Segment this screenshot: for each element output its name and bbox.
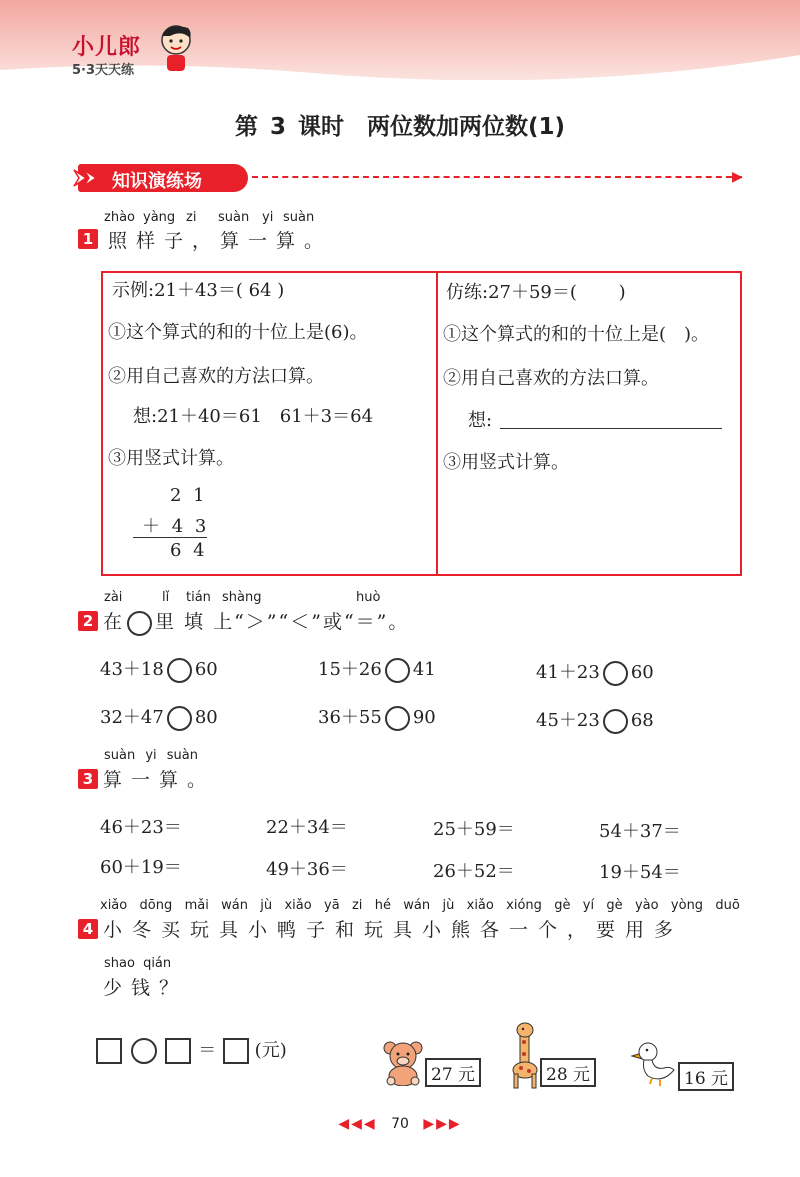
pinyin: lǐ (162, 590, 170, 605)
compare-item: 45＋23 68 (536, 706, 654, 734)
practice-step-2: ②用自己喜欢的方法口算。 (443, 368, 659, 389)
question-text (103, 607, 409, 636)
prev-page-arrows-icon: ◀◀◀ (338, 1116, 377, 1132)
answer-box[interactable] (96, 1038, 122, 1064)
calc-item[interactable]: 22＋34＝ (266, 817, 348, 838)
example-divider (436, 271, 438, 576)
brand-name: 小儿郎 (72, 35, 142, 60)
pinyin: yā (324, 898, 340, 913)
lesson-title: 第 3 课时 两位数加两位数(1) (234, 114, 566, 140)
page-footer (0, 1116, 800, 1132)
pinyin: shàng (222, 590, 262, 605)
pinyin: suàn (218, 210, 250, 225)
compare-circle[interactable] (385, 658, 410, 683)
vertical-sum: 6 4 (170, 540, 208, 561)
pinyin-row (100, 898, 740, 913)
question-number: 1 (78, 229, 98, 249)
pinyin: yí (582, 898, 595, 913)
pinyin: gè (554, 898, 571, 913)
pinyin: tián (186, 590, 211, 605)
example-step-3: ③用竖式计算。 (108, 448, 234, 469)
pinyin: yàng (143, 210, 176, 225)
section-divider (252, 176, 742, 178)
question-text-cont: 少钱？ (103, 977, 188, 999)
compare-item: 15＋26 41 (318, 655, 436, 683)
pinyin: yi (262, 210, 274, 225)
pinyin: yòng (670, 898, 704, 913)
question-text-part: 在 (103, 611, 125, 633)
giraffe-icon (508, 1020, 542, 1090)
question-text: 小冬买玩具小鸭子和玩具小熊各一个，要用多 (103, 919, 684, 941)
pinyin: xiǎo (284, 898, 312, 913)
next-page-arrows-icon: ▶▶▶ (423, 1116, 462, 1132)
mascot-boy-icon (158, 22, 194, 74)
pinyin: zài (104, 590, 123, 605)
question-text: 照样子，算一算。 (108, 230, 333, 252)
compare-item: 43＋18 60 (100, 655, 218, 683)
calc-item[interactable]: 60＋19＝ (100, 857, 182, 878)
pinyin: duō (715, 898, 740, 913)
calc-item[interactable]: 46＋23＝ (100, 817, 182, 838)
section-divider-arrow-icon: ▶ (732, 169, 743, 185)
answer-unit: (元) (254, 1040, 287, 1061)
question-text: 算一算。 (103, 769, 216, 791)
pinyin: dōng (139, 898, 173, 913)
pinyin: wán (221, 898, 248, 913)
pinyin: jù (260, 898, 273, 913)
compare-circle[interactable] (385, 706, 410, 731)
pinyin: zhào (104, 210, 135, 225)
compare-circle[interactable] (603, 709, 628, 734)
calc-item[interactable]: 25＋59＝ (433, 819, 515, 840)
question-number: 4 (78, 919, 98, 939)
pinyin: gè (606, 898, 623, 913)
price-tag-bear: 27 元 (425, 1058, 481, 1087)
operator-circle[interactable] (131, 1038, 157, 1064)
example-label: 示例:21＋43＝( 64 ) (112, 280, 285, 301)
pinyin: shao qián (104, 956, 172, 971)
page-number: 70 (391, 1116, 409, 1132)
example-think: 想:21＋40＝61 61＋3＝64 (133, 406, 374, 427)
compare-circle[interactable] (603, 661, 628, 686)
pinyin: hé (374, 898, 391, 913)
pinyin: huò (356, 590, 381, 605)
pinyin: wán (403, 898, 431, 913)
question-number: 2 (78, 611, 98, 631)
pinyin: xióng (506, 898, 542, 913)
brand-series: 5·3天天练 (72, 63, 135, 78)
pinyin: suàn yi suàn (104, 748, 199, 763)
calc-item[interactable]: 26＋52＝ (433, 861, 515, 882)
question-number: 3 (78, 769, 98, 789)
compare-circle[interactable] (167, 706, 192, 731)
pinyin: suàn (283, 210, 315, 225)
teddy-bear-icon (380, 1040, 426, 1086)
practice-step-1: ①这个算式的和的十位上是( )。 (443, 324, 710, 345)
compare-item: 32＋47 80 (100, 703, 218, 731)
answer-box[interactable] (223, 1038, 249, 1064)
practice-step-3: ③用竖式计算。 (443, 452, 569, 473)
pinyin: yào (634, 898, 659, 913)
practice-label: 仿练:27＋59＝( ) (446, 282, 626, 303)
pinyin: xiǎo (100, 898, 128, 913)
price-tag-duck: 16 元 (678, 1062, 734, 1091)
pinyin: mǎi (184, 898, 209, 913)
circle-icon (127, 611, 152, 636)
answer-equation: ＝ (元) (96, 1036, 287, 1064)
brand-logo (72, 30, 141, 78)
practice-think: 想: (468, 410, 493, 431)
pinyin: xiǎo (466, 898, 494, 913)
calc-item[interactable]: 54＋37＝ (599, 821, 681, 842)
practice-answer-line[interactable] (500, 428, 722, 429)
compare-item: 36＋55 90 (318, 703, 436, 731)
price-tag-giraffe: 28 元 (540, 1058, 596, 1087)
compare-circle[interactable] (167, 658, 192, 683)
vertical-addend-2: ＋ 4 3 (142, 516, 210, 537)
pinyin: jù (442, 898, 455, 913)
section-arrow-icon (72, 166, 104, 190)
answer-box[interactable] (165, 1038, 191, 1064)
example-step-2: ②用自己喜欢的方法口算。 (108, 366, 324, 387)
section-title: 知识演练场 (112, 171, 202, 192)
pinyin: zi (351, 898, 363, 913)
pinyin: zi (186, 210, 197, 225)
compare-item: 41＋23 60 (536, 658, 654, 686)
duck-icon (628, 1036, 680, 1088)
calc-item[interactable]: 19＋54＝ (599, 862, 681, 883)
calc-item[interactable]: 49＋36＝ (266, 859, 348, 880)
vertical-sum-line (133, 537, 207, 538)
example-step-1: ①这个算式的和的十位上是(6)。 (108, 322, 368, 343)
vertical-addend-1: 2 1 (170, 485, 208, 506)
question-text-part: 里 填 上“＞”“＜”或“＝”。 (155, 611, 410, 633)
